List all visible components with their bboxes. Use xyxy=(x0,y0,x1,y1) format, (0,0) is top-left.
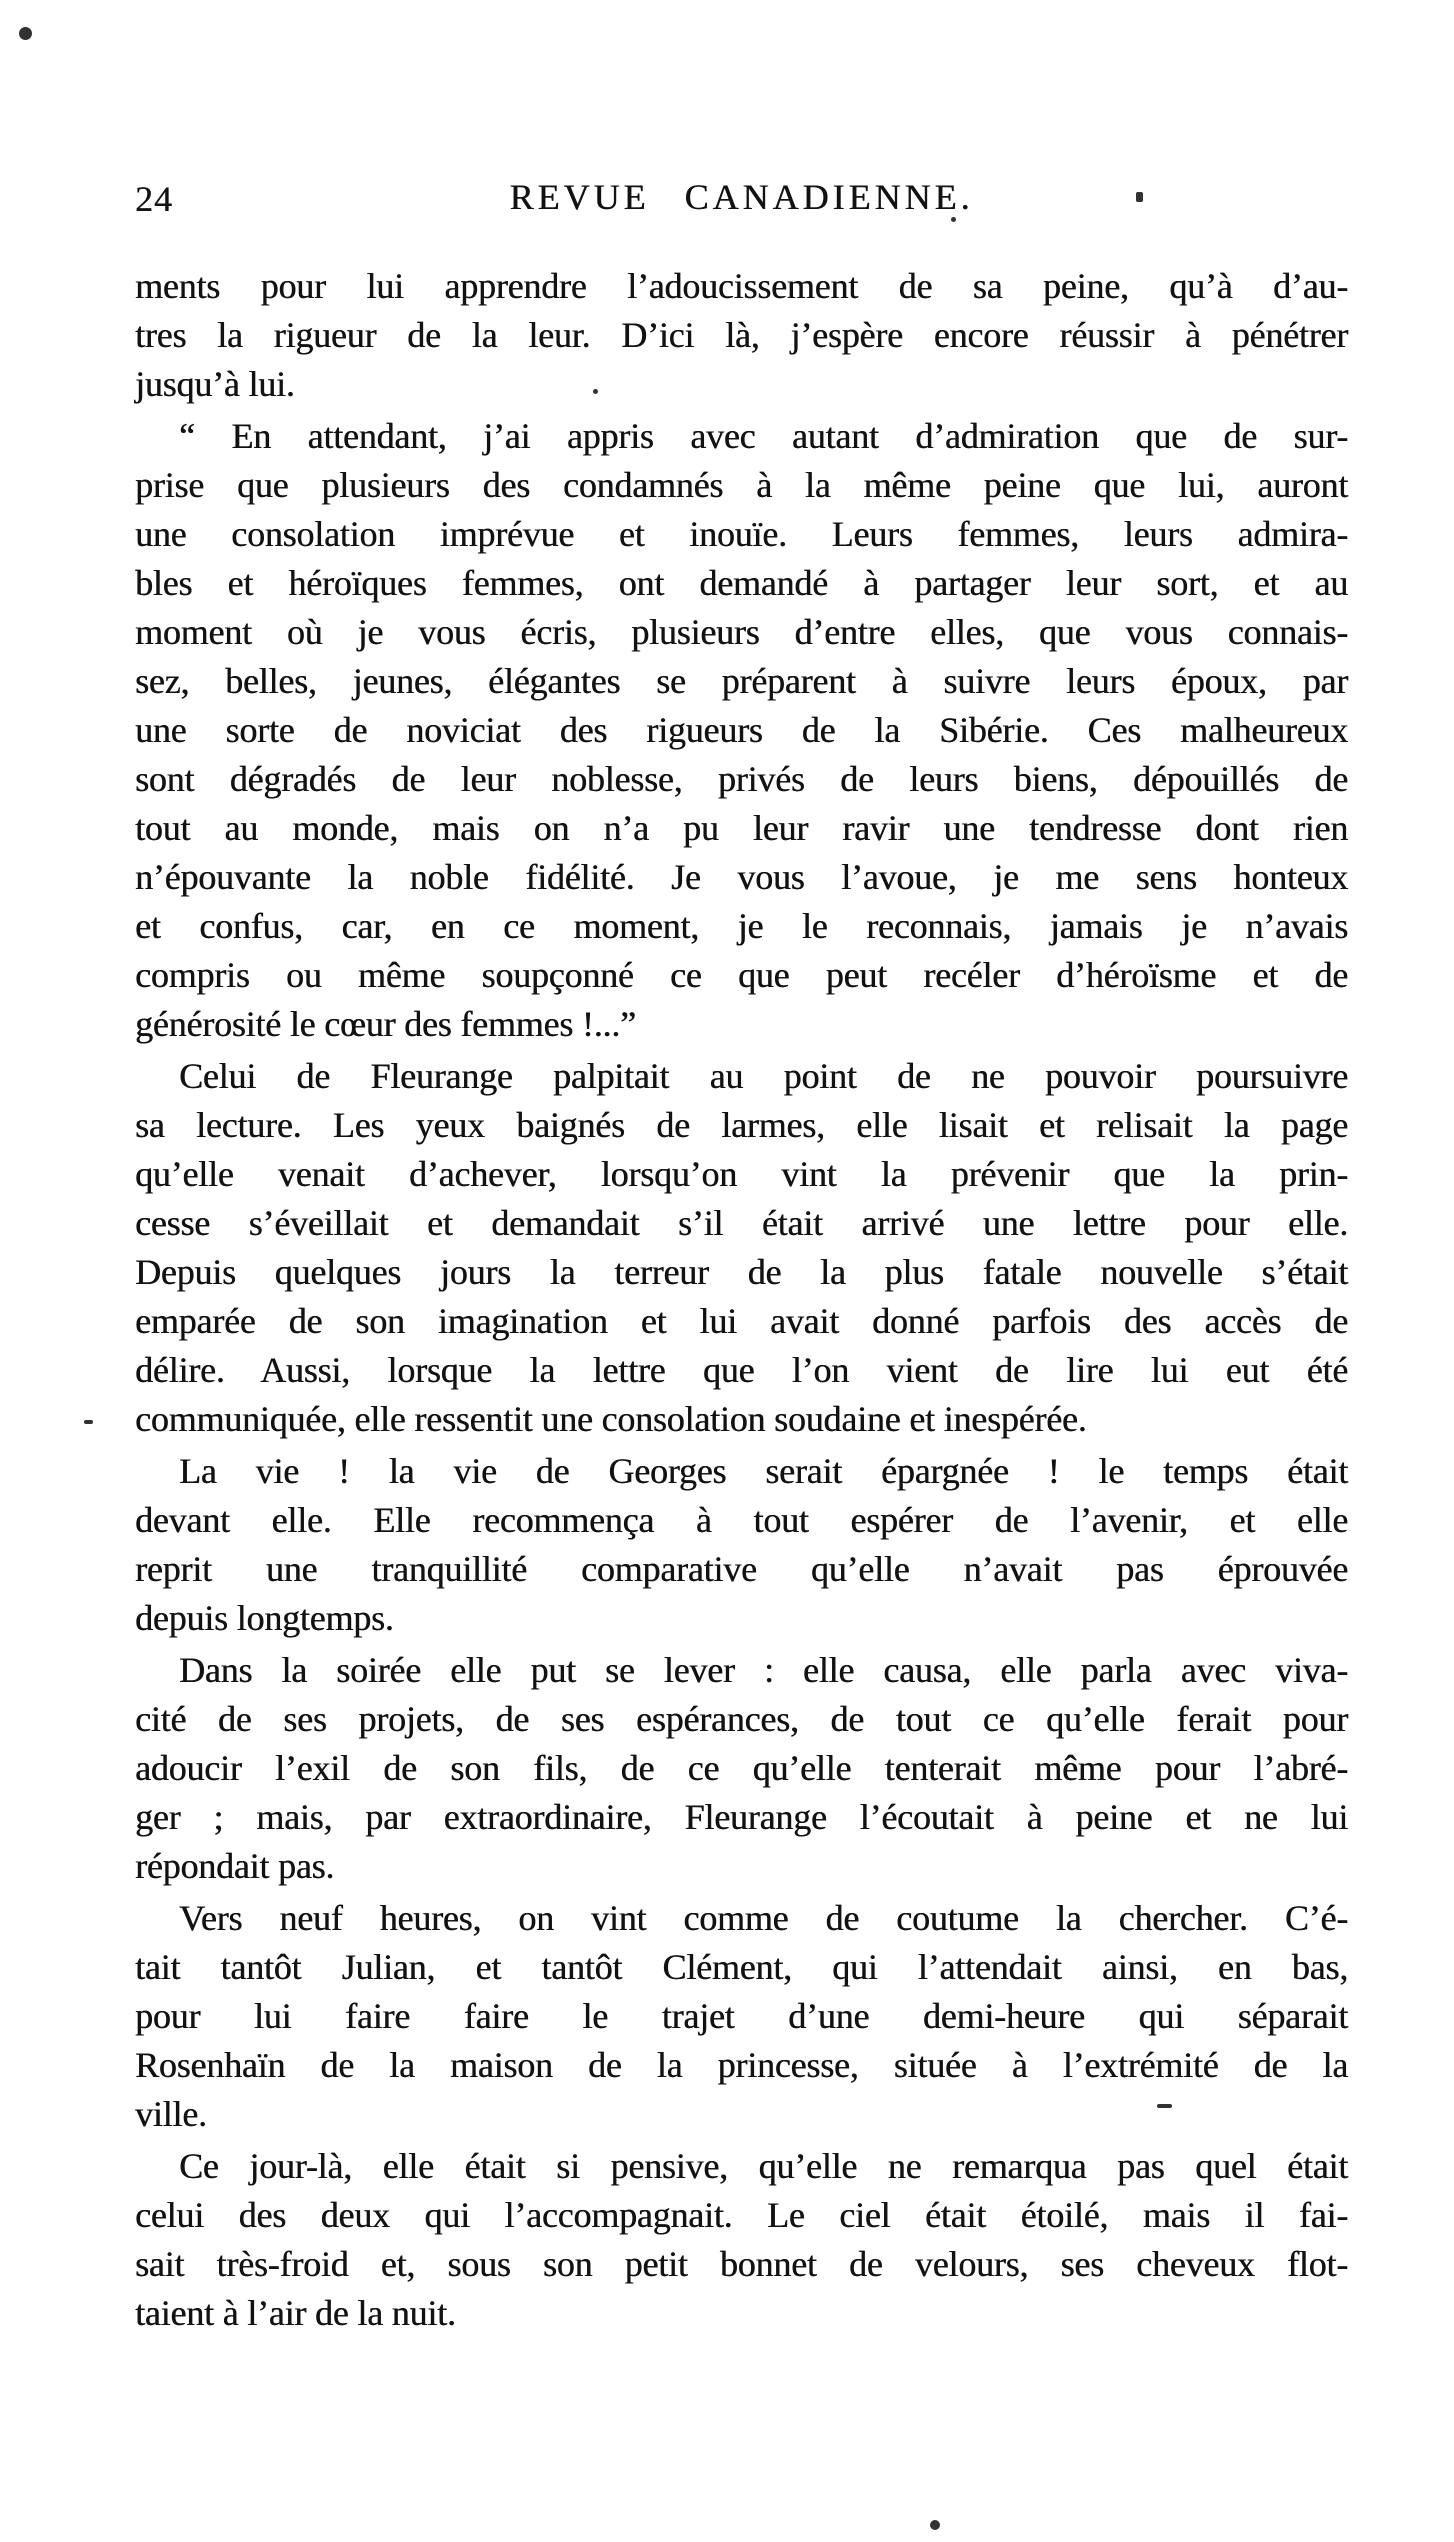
text-line: adoucir l’exil de son fils, de ce qu’elle tenterait même pour l’abré- xyxy=(135,1748,1348,1788)
text-line: qu’elle venait d’achever, lorsqu’on vint la prévenir que la prin- xyxy=(135,1154,1348,1194)
scan-speck xyxy=(930,2520,940,2530)
text-column xyxy=(135,262,1348,2338)
text-line: sa lecture. Les yeux baignés de larmes, elle lisait et relisait la page xyxy=(135,1105,1348,1145)
text-line: sont dégradés de leur noblesse, privés de leurs biens, dépouillés de xyxy=(135,759,1348,799)
text-line: depuis longtemps. xyxy=(135,1598,394,1638)
text-line: prise que plusieurs des condamnés à la même peine que lui, auront xyxy=(135,465,1348,505)
text-line: générosité le cœur des femmes !...” xyxy=(135,1004,636,1044)
text-line: délire. Aussi, lorsque la lettre que l’on vient de lire lui eut été xyxy=(135,1350,1348,1390)
page-number: 24 xyxy=(135,179,173,219)
text-line: cesse s’éveillait et demandait s’il était arrivé une lettre pour elle. xyxy=(135,1203,1348,1243)
text-line: taient à l’air de la nuit. xyxy=(135,2293,456,2333)
paragraph xyxy=(135,1894,1348,2139)
text-line: répondait pas. xyxy=(135,1846,335,1886)
text-line: Vers neuf heures, on vint comme de coutume la chercher. C’é- xyxy=(179,1898,1348,1938)
paragraph xyxy=(135,412,1348,1049)
running-title: REVUE CANADIENNE. xyxy=(509,177,974,217)
text-line: ger ; mais, par extraordinaire, Fleurange l’écoutait à peine et ne lui xyxy=(135,1797,1348,1837)
text-line: bles et héroïques femmes, ont demandé à partager leur sort, et au xyxy=(135,563,1348,603)
text-line: “ En attendant, j’ai appris avec autant d’admiration que de sur- xyxy=(179,416,1348,456)
text-line: n’épouvante la noble fidélité. Je vous l’avoue, je me sens honteux xyxy=(135,857,1348,897)
text-line: tait tantôt Julian, et tantôt Clément, qui l’attendait ainsi, en bas, xyxy=(135,1947,1348,1987)
text-line: celui des deux qui l’accompagnait. Le ciel était étoilé, mais il fai- xyxy=(135,2195,1348,2235)
scan-speck xyxy=(19,27,32,40)
text-line: tout au monde, mais on n’a pu leur ravir une tendresse dont rien xyxy=(135,808,1348,848)
paragraph xyxy=(135,1447,1348,1643)
text-line: moment où je vous écris, plusieurs d’entre elles, que vous connais- xyxy=(135,612,1348,652)
text-line: communiquée, elle ressentit une consolation soudaine et inespérée. xyxy=(135,1399,1087,1439)
text-line: ments pour lui apprendre l’adoucissement de sa peine, qu’à d’au- xyxy=(135,266,1348,306)
text-line: Rosenhaïn de la maison de la princesse, située à l’extrémité de la xyxy=(135,2045,1348,2085)
text-line: Depuis quelques jours la terreur de la plus fatale nouvelle s’était xyxy=(135,1252,1348,1292)
scan-speck xyxy=(593,389,598,394)
text-line: compris ou même soupçonné ce que peut recéler d’héroïsme et de xyxy=(135,955,1348,995)
text-line: reprit une tranquillité comparative qu’elle n’avait pas éprouvée xyxy=(135,1549,1348,1589)
text-line: une sorte de noviciat des rigueurs de la Sibérie. Ces malheureux xyxy=(135,710,1348,750)
text-line: emparée de son imagination et lui avait donné parfois des accès de xyxy=(135,1301,1348,1341)
paragraph xyxy=(135,262,1348,409)
paragraph xyxy=(135,2142,1348,2338)
scan-speck xyxy=(84,1420,93,1424)
text-line: sait très-froid et, sous son petit bonnet de velours, ses cheveux flot- xyxy=(135,2244,1348,2284)
text-line: sez, belles, jeunes, élégantes se préparent à suivre leurs époux, par xyxy=(135,661,1348,701)
text-line: devant elle. Elle recommença à tout espérer de l’avenir, et elle xyxy=(135,1500,1348,1540)
text-line: cité de ses projets, de ses espérances, de tout ce qu’elle ferait pour xyxy=(135,1699,1348,1739)
paragraph xyxy=(135,1646,1348,1891)
text-line: Dans la soirée elle put se lever : elle causa, elle parla avec viva- xyxy=(179,1650,1348,1690)
scan-speck xyxy=(951,217,956,222)
text-line: tres la rigueur de la leur. D’ici là, j’espère encore réussir à pénétrer xyxy=(135,315,1348,355)
page-header xyxy=(135,172,1348,224)
scan-speck xyxy=(1157,2104,1172,2108)
paragraph xyxy=(135,1052,1348,1444)
text-line: jusqu’à lui. xyxy=(135,364,295,404)
text-line: et confus, car, en ce moment, je le reconnais, jamais je n’avais xyxy=(135,906,1348,946)
text-line: Ce jour-là, elle était si pensive, qu’elle ne remarqua pas quel était xyxy=(179,2146,1348,2186)
text-line: La vie ! la vie de Georges serait épargnée ! le temps était xyxy=(179,1451,1348,1491)
text-line: une consolation imprévue et inouïe. Leurs femmes, leurs admira- xyxy=(135,514,1348,554)
text-line: ville. xyxy=(135,2094,207,2134)
text-line: Celui de Fleurange palpitait au point de ne pouvoir poursuivre xyxy=(179,1056,1348,1096)
scan-speck xyxy=(1136,192,1143,202)
text-line: pour lui faire faire le trajet d’une demi-heure qui séparait xyxy=(135,1996,1348,2036)
